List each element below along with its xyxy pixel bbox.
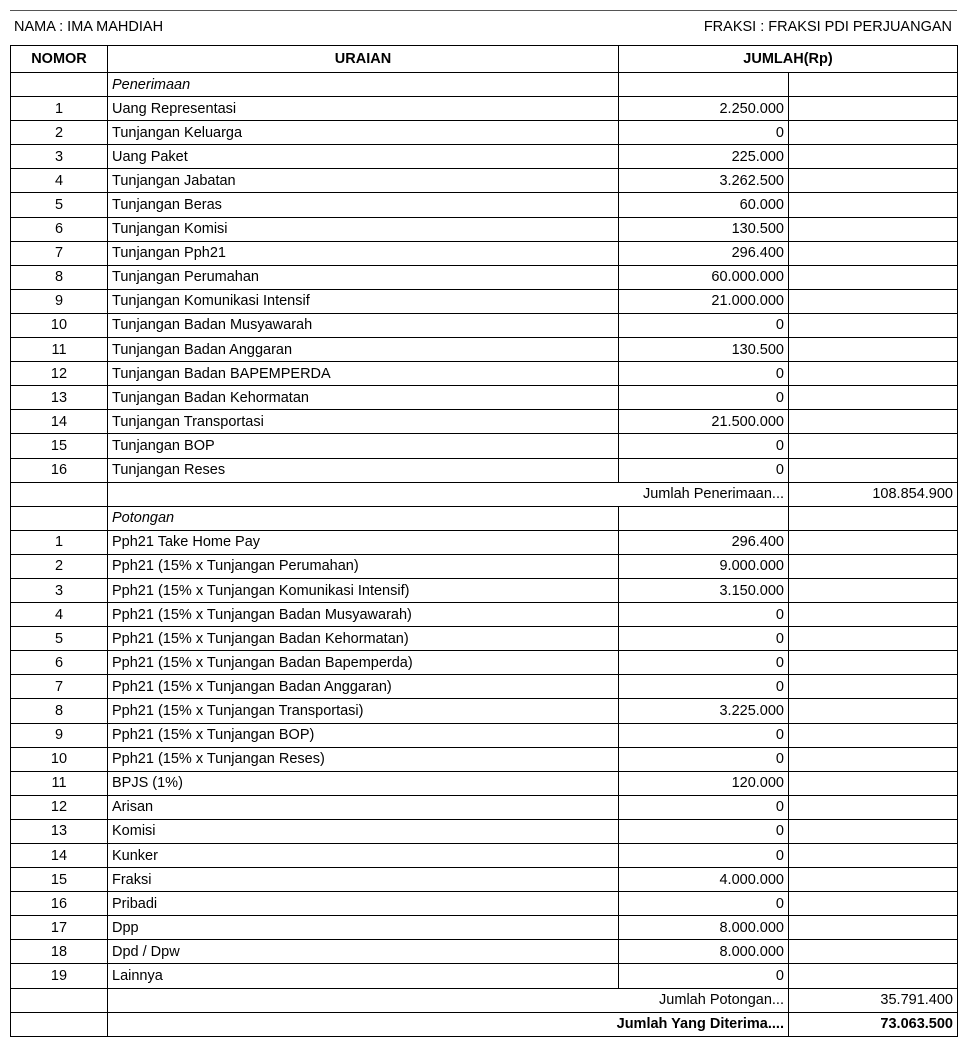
row-empty-total (789, 338, 958, 362)
row-empty-total (789, 819, 958, 843)
row-amount: 0 (619, 603, 789, 627)
row-description: Pribadi (108, 892, 619, 916)
row-number: 12 (11, 795, 108, 819)
row-description: Tunjangan Badan Kehormatan (108, 386, 619, 410)
row-amount: 296.400 (619, 530, 789, 554)
table-row (11, 169, 958, 193)
row-empty-total (789, 217, 958, 241)
row-description: Tunjangan Transportasi (108, 410, 619, 434)
row-number: 13 (11, 386, 108, 410)
row-empty-total (789, 699, 958, 723)
subtotal-label-potongan: Jumlah Potongan... (108, 988, 789, 1012)
row-number: 14 (11, 844, 108, 868)
grand-total-empty-no (11, 1012, 108, 1036)
row-amount: 0 (619, 313, 789, 337)
subtotal-empty-no (11, 988, 108, 1012)
row-empty-total (789, 747, 958, 771)
row-description: Dpp (108, 916, 619, 940)
row-amount: 225.000 (619, 145, 789, 169)
row-empty-total (789, 868, 958, 892)
table-row (11, 627, 958, 651)
row-description: Tunjangan Komunikasi Intensif (108, 289, 619, 313)
row-description: Tunjangan Keluarga (108, 121, 619, 145)
section-empty-total (789, 506, 958, 530)
top-rule (10, 10, 957, 11)
row-number: 7 (11, 675, 108, 699)
row-number: 9 (11, 723, 108, 747)
table-row (11, 217, 958, 241)
row-number: 13 (11, 819, 108, 843)
row-empty-total (789, 434, 958, 458)
table-row (11, 241, 958, 265)
table-row (11, 747, 958, 771)
table-row (11, 675, 958, 699)
row-amount: 3.150.000 (619, 578, 789, 602)
subtotal-row-potongan (11, 988, 958, 1012)
row-empty-total (789, 578, 958, 602)
row-number: 2 (11, 121, 108, 145)
table-body (11, 73, 958, 1037)
row-number: 8 (11, 699, 108, 723)
row-description: Pph21 (15% x Tunjangan Transportasi) (108, 699, 619, 723)
row-number: 4 (11, 169, 108, 193)
member-name: NAMA : IMA MAHDIAH (14, 19, 164, 35)
section-row-potongan (11, 506, 958, 530)
row-amount: 0 (619, 651, 789, 675)
row-description: Kunker (108, 844, 619, 868)
document-header (10, 16, 956, 38)
row-number: 14 (11, 410, 108, 434)
table-row (11, 530, 958, 554)
table-row (11, 964, 958, 988)
row-number: 6 (11, 651, 108, 675)
table-row (11, 578, 958, 602)
row-amount: 0 (619, 627, 789, 651)
row-amount: 0 (619, 964, 789, 988)
row-number: 16 (11, 892, 108, 916)
row-empty-total (789, 771, 958, 795)
row-description: Pph21 (15% x Tunjangan Perumahan) (108, 554, 619, 578)
column-header-jumlah: JUMLAH(Rp) (619, 46, 958, 73)
row-number: 11 (11, 338, 108, 362)
table-row (11, 723, 958, 747)
row-empty-total (789, 795, 958, 819)
row-empty-total (789, 603, 958, 627)
row-empty-total (789, 97, 958, 121)
row-description: Pph21 (15% x Tunjangan Badan Bapemperda) (108, 651, 619, 675)
table-row (11, 651, 958, 675)
row-empty-total (789, 940, 958, 964)
table-row (11, 554, 958, 578)
table-row (11, 338, 958, 362)
row-empty-total (789, 386, 958, 410)
row-number: 16 (11, 458, 108, 482)
table-row (11, 458, 958, 482)
row-description: Pph21 (15% x Tunjangan Badan Musyawarah) (108, 603, 619, 627)
section-empty-amount (619, 73, 789, 97)
row-empty-total (789, 313, 958, 337)
table-row (11, 121, 958, 145)
row-description: Lainnya (108, 964, 619, 988)
row-description: Pph21 (15% x Tunjangan Reses) (108, 747, 619, 771)
subtotal-row-penerimaan (11, 482, 958, 506)
row-number: 18 (11, 940, 108, 964)
row-amount: 0 (619, 362, 789, 386)
row-empty-total (789, 458, 958, 482)
row-description: Tunjangan Reses (108, 458, 619, 482)
row-empty-total (789, 410, 958, 434)
table-row (11, 289, 958, 313)
row-description: Pph21 Take Home Pay (108, 530, 619, 554)
row-empty-total (789, 145, 958, 169)
grand-total-value: 73.063.500 (789, 1012, 958, 1036)
row-description: Tunjangan Badan Anggaran (108, 338, 619, 362)
subtotal-empty-no (11, 482, 108, 506)
table-row (11, 603, 958, 627)
row-empty-total (789, 169, 958, 193)
table-row (11, 313, 958, 337)
row-number: 19 (11, 964, 108, 988)
table-row (11, 193, 958, 217)
row-description: Tunjangan BOP (108, 434, 619, 458)
row-empty-total (789, 651, 958, 675)
row-amount: 2.250.000 (619, 97, 789, 121)
section-empty-amount (619, 506, 789, 530)
row-amount: 21.000.000 (619, 289, 789, 313)
row-empty-total (789, 193, 958, 217)
row-number: 2 (11, 554, 108, 578)
row-amount: 8.000.000 (619, 916, 789, 940)
row-empty-total (789, 892, 958, 916)
table-row (11, 265, 958, 289)
row-empty-total (789, 530, 958, 554)
row-description: Fraksi (108, 868, 619, 892)
row-number: 6 (11, 217, 108, 241)
section-empty-no (11, 73, 108, 97)
row-amount: 0 (619, 795, 789, 819)
column-header-nomor: NOMOR (11, 46, 108, 73)
grand-total-row (11, 1012, 958, 1036)
row-amount: 130.500 (619, 217, 789, 241)
row-amount: 3.262.500 (619, 169, 789, 193)
table-row (11, 795, 958, 819)
section-label-potongan: Potongan (108, 506, 619, 530)
section-row-penerimaan (11, 73, 958, 97)
row-description: Tunjangan Pph21 (108, 241, 619, 265)
table-row (11, 819, 958, 843)
row-number: 5 (11, 627, 108, 651)
row-empty-total (789, 241, 958, 265)
row-empty-total (789, 265, 958, 289)
row-number: 9 (11, 289, 108, 313)
row-empty-total (789, 362, 958, 386)
row-description: Pph21 (15% x Tunjangan Komunikasi Intensif) (108, 578, 619, 602)
row-amount: 8.000.000 (619, 940, 789, 964)
table-row (11, 916, 958, 940)
table-row (11, 434, 958, 458)
table-row (11, 892, 958, 916)
row-amount: 0 (619, 844, 789, 868)
table-row (11, 410, 958, 434)
row-amount: 120.000 (619, 771, 789, 795)
row-empty-total (789, 289, 958, 313)
subtotal-value-potongan: 35.791.400 (789, 988, 958, 1012)
row-description: Pph21 (15% x Tunjangan BOP) (108, 723, 619, 747)
row-empty-total (789, 916, 958, 940)
table-row (11, 386, 958, 410)
row-number: 3 (11, 145, 108, 169)
row-number: 8 (11, 265, 108, 289)
row-empty-total (789, 964, 958, 988)
section-empty-total (789, 73, 958, 97)
row-description: Tunjangan Perumahan (108, 265, 619, 289)
row-number: 10 (11, 313, 108, 337)
row-amount: 0 (619, 819, 789, 843)
table-row (11, 362, 958, 386)
row-amount: 0 (619, 892, 789, 916)
column-header-uraian: URAIAN (108, 46, 619, 73)
table-row (11, 771, 958, 795)
grand-total-label: Jumlah Yang Diterima.... (108, 1012, 789, 1036)
row-amount: 0 (619, 458, 789, 482)
row-number: 10 (11, 747, 108, 771)
row-number: 15 (11, 868, 108, 892)
row-amount: 0 (619, 386, 789, 410)
row-amount: 60.000 (619, 193, 789, 217)
table-header-row (11, 46, 958, 73)
row-amount: 21.500.000 (619, 410, 789, 434)
subtotal-label-penerimaan: Jumlah Penerimaan... (108, 482, 789, 506)
row-amount: 0 (619, 434, 789, 458)
row-description: Tunjangan Jabatan (108, 169, 619, 193)
table-row (11, 97, 958, 121)
row-empty-total (789, 627, 958, 651)
row-number: 1 (11, 530, 108, 554)
row-empty-total (789, 675, 958, 699)
row-number: 17 (11, 916, 108, 940)
row-number: 3 (11, 578, 108, 602)
row-amount: 130.500 (619, 338, 789, 362)
row-description: Tunjangan Komisi (108, 217, 619, 241)
table-row (11, 145, 958, 169)
row-number: 4 (11, 603, 108, 627)
row-description: Uang Representasi (108, 97, 619, 121)
table-row (11, 844, 958, 868)
row-amount: 0 (619, 121, 789, 145)
table-row (11, 868, 958, 892)
row-number: 11 (11, 771, 108, 795)
row-number: 12 (11, 362, 108, 386)
salary-table (10, 45, 958, 1037)
row-number: 5 (11, 193, 108, 217)
row-description: Tunjangan Beras (108, 193, 619, 217)
row-description: Uang Paket (108, 145, 619, 169)
row-amount: 296.400 (619, 241, 789, 265)
table-row (11, 699, 958, 723)
row-description: Tunjangan Badan Musyawarah (108, 313, 619, 337)
row-amount: 9.000.000 (619, 554, 789, 578)
row-description: Dpd / Dpw (108, 940, 619, 964)
row-description: Komisi (108, 819, 619, 843)
row-description: Pph21 (15% x Tunjangan Badan Anggaran) (108, 675, 619, 699)
section-empty-no (11, 506, 108, 530)
row-number: 1 (11, 97, 108, 121)
row-description: Tunjangan Badan BAPEMPERDA (108, 362, 619, 386)
table-row (11, 940, 958, 964)
row-amount: 60.000.000 (619, 265, 789, 289)
row-empty-total (789, 121, 958, 145)
row-amount: 0 (619, 747, 789, 771)
row-amount: 0 (619, 675, 789, 699)
faction-name: FRAKSI : FRAKSI PDI PERJUANGAN (703, 19, 952, 35)
row-description: Pph21 (15% x Tunjangan Badan Kehormatan) (108, 627, 619, 651)
row-amount: 4.000.000 (619, 868, 789, 892)
row-amount: 3.225.000 (619, 699, 789, 723)
row-empty-total (789, 723, 958, 747)
row-amount: 0 (619, 723, 789, 747)
row-number: 7 (11, 241, 108, 265)
section-label-penerimaan: Penerimaan (108, 73, 619, 97)
row-number: 15 (11, 434, 108, 458)
row-empty-total (789, 554, 958, 578)
row-empty-total (789, 844, 958, 868)
row-description: Arisan (108, 795, 619, 819)
subtotal-value-penerimaan: 108.854.900 (789, 482, 958, 506)
row-description: BPJS (1%) (108, 771, 619, 795)
